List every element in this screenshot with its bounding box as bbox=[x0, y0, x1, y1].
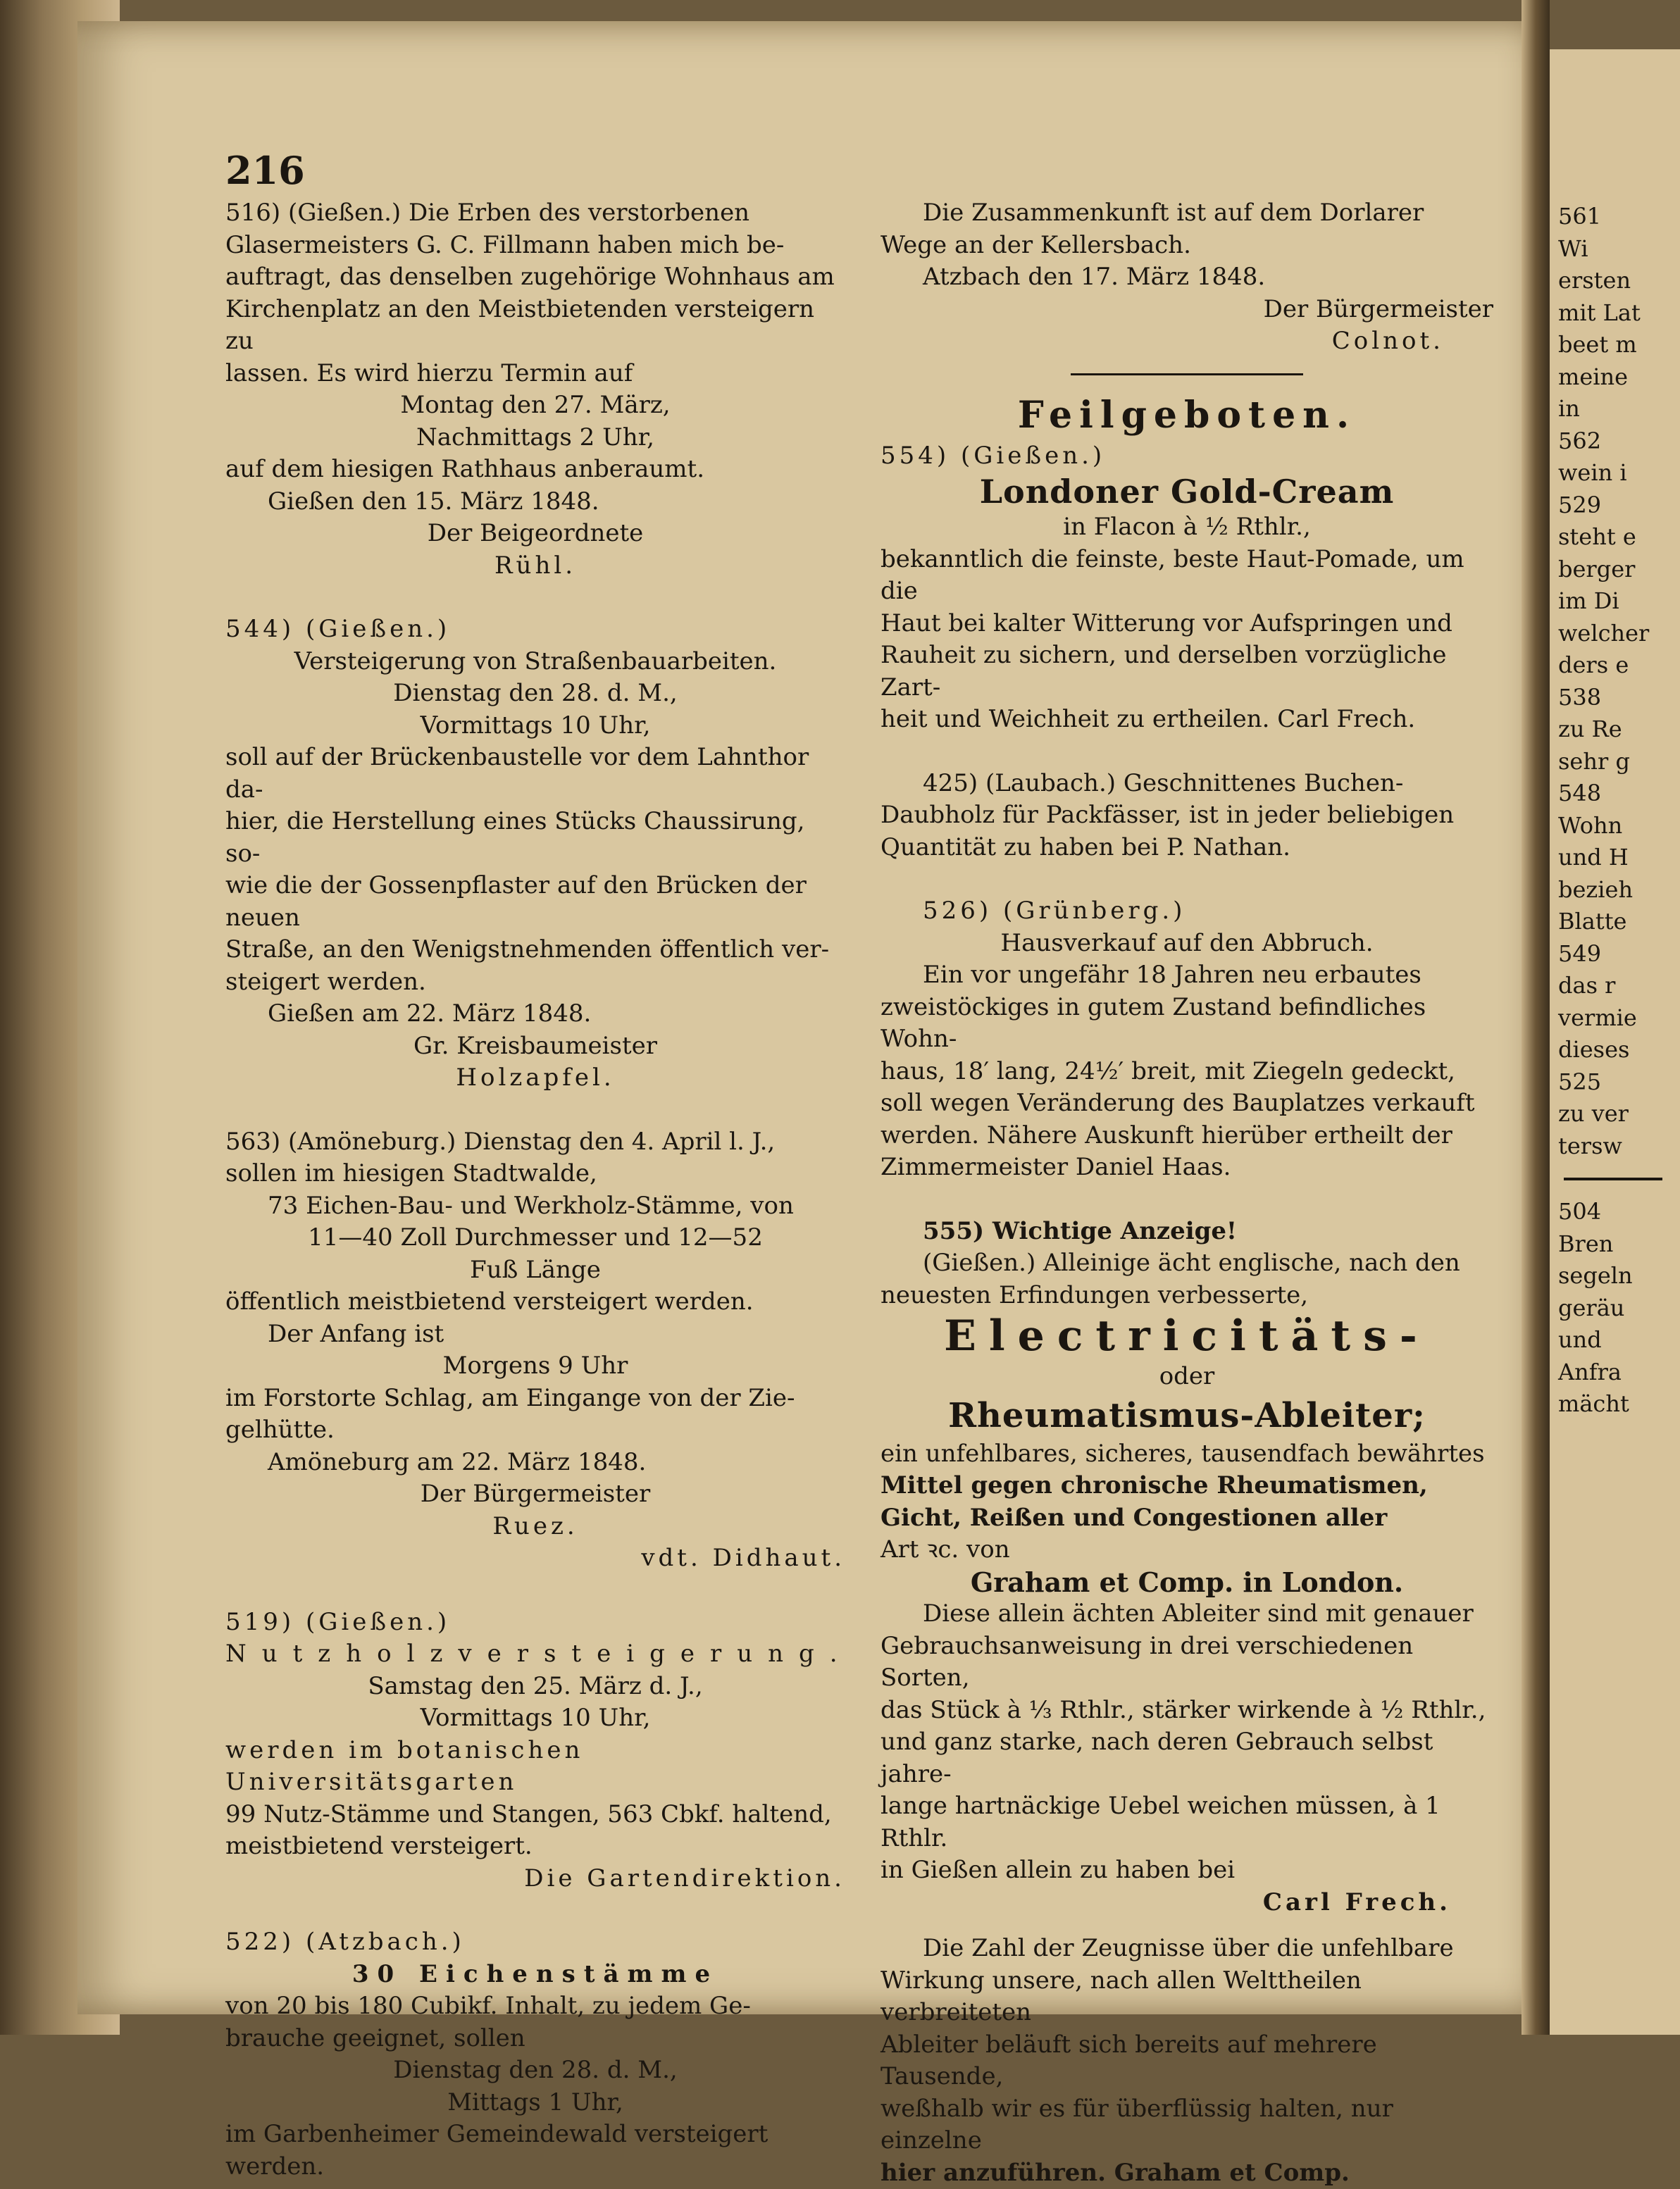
ad-544 bbox=[225, 613, 845, 1094]
text-fragment: Blatte bbox=[1550, 906, 1680, 938]
text-line: 425) (Laubach.) Geschnittenes Buchen- bbox=[881, 768, 1493, 800]
text-line: soll wegen Veränderung des Bauplatzes verkauft bbox=[881, 1087, 1493, 1120]
text-fragment: 525 bbox=[1550, 1066, 1680, 1099]
text-line: Ein vor ungefähr 18 Jahren neu erbautes bbox=[881, 959, 1493, 992]
text-line: und ganz starke, nach deren Gebrauch selbst jahre- bbox=[881, 1726, 1493, 1790]
text-line: Daubholz für Packfässer, ist in jeder beliebigen bbox=[881, 799, 1493, 832]
ad-header: 519) (Gießen.) bbox=[225, 1607, 845, 1639]
text-line: Quantität zu haben bei P. Nathan. bbox=[881, 832, 1493, 864]
text-line: 73 Eichen-Bau- und Werkholz-Stämme, von bbox=[225, 1190, 845, 1223]
text-fragment: 529 bbox=[1550, 489, 1680, 522]
text-line: hier anzuführen. Graham et Comp. bbox=[881, 2157, 1493, 2189]
text-fragment: und H bbox=[1550, 842, 1680, 874]
ad-554 bbox=[881, 440, 1493, 736]
ad-header: 554) (Gießen.) bbox=[881, 440, 1493, 473]
text-line: Ableiter beläuft sich bereits auf mehrere Tausende, bbox=[881, 2029, 1493, 2093]
ad-title: Londoner Gold-Cream bbox=[881, 472, 1493, 511]
text-fragment: welcher bbox=[1550, 618, 1680, 650]
next-page-fragment bbox=[1550, 49, 1680, 2035]
text-line: meistbietend versteigert. bbox=[225, 1831, 845, 1863]
text-line: 99 Nutz-Stämme und Stangen, 563 Cbkf. haltend, bbox=[225, 1799, 845, 1831]
text-line: im Garbenheimer Gemeindewald versteigert werden. bbox=[225, 2119, 845, 2183]
text-fragment: vermie bbox=[1550, 1002, 1680, 1035]
text-line: Mittags 1 Uhr, bbox=[225, 2087, 845, 2119]
text-line: bekanntlich die feinste, beste Haut-Pomade, um die bbox=[881, 544, 1493, 608]
text-line: ein unfehlbares, sicheres, tausendfach bewährtes bbox=[881, 1438, 1493, 1471]
text-fragment: das r bbox=[1550, 970, 1680, 1002]
text-fragment: 561 bbox=[1550, 201, 1680, 233]
text-line: Glasermeisters G. C. Fillmann haben mich be- bbox=[225, 230, 845, 262]
text-line: Samstag den 25. März d. J., bbox=[225, 1671, 845, 1703]
text-line: Der Beigeordnete bbox=[225, 518, 845, 550]
text-line: 516) (Gießen.) Die Erben des verstorbenen bbox=[225, 197, 845, 230]
text-line: 563) (Amöneburg.) Dienstag den 4. April l. J., bbox=[225, 1126, 845, 1159]
left-column bbox=[225, 197, 845, 2183]
text-line: Rauheit zu sichern, und derselben vorzügliche Zart- bbox=[881, 640, 1493, 704]
text-line: von 20 bis 180 Cubikf. Inhalt, zu jedem Ge- bbox=[225, 1990, 845, 2023]
text-line: gelhütte. bbox=[225, 1414, 845, 1447]
page-number: 216 bbox=[225, 148, 305, 193]
text-line: in Gießen allein zu haben bei bbox=[881, 1854, 1493, 1887]
ad-header: 526) (Grünberg.) bbox=[881, 895, 1493, 928]
signature: Carl Frech. bbox=[881, 1887, 1493, 1919]
ad-header: 522) (Atzbach.) bbox=[225, 1926, 845, 1959]
signature: Ruez. bbox=[225, 1511, 845, 1543]
text-line: oder bbox=[881, 1361, 1493, 1393]
text-line: im Forstorte Schlag, am Eingange von der Zie- bbox=[225, 1383, 845, 1415]
text-line: Zimmermeister Daniel Haas. bbox=[881, 1152, 1493, 1184]
text-fragment: Bren bbox=[1550, 1228, 1680, 1261]
signature: Holzapfel. bbox=[225, 1062, 845, 1094]
text-fragment: ersten bbox=[1550, 265, 1680, 297]
signature: Colnot. bbox=[881, 325, 1493, 358]
text-fragment: beet m bbox=[1550, 329, 1680, 361]
text-fragment: Wi bbox=[1550, 233, 1680, 266]
text-fragment: 562 bbox=[1550, 425, 1680, 458]
text-fragment: ders e bbox=[1550, 649, 1680, 682]
text-line: 11—40 Zoll Durchmesser und 12—52 bbox=[225, 1222, 845, 1254]
text-line: Mittel gegen chronische Rheumatismen, bbox=[881, 1470, 1493, 1502]
section-divider bbox=[1071, 373, 1303, 375]
text-line: Wirkung unsere, nach allen Welttheilen verbreiteten bbox=[881, 1965, 1493, 2029]
signature: vdt. Didhaut. bbox=[225, 1542, 845, 1575]
ad-522 bbox=[225, 1926, 845, 2183]
ad-519 bbox=[225, 1607, 845, 1895]
text-fragment: Wohn bbox=[1550, 810, 1680, 842]
text-line: werden. Nähere Auskunft hierüber ertheilt der bbox=[881, 1120, 1493, 1152]
text-line: weßhalb wir es für überflüssig halten, nur einzelne bbox=[881, 2093, 1493, 2157]
text-line: Der Anfang ist bbox=[225, 1318, 845, 1351]
text-line: neuesten Erfindungen verbesserte, bbox=[881, 1280, 1493, 1312]
text-fragment: berger bbox=[1550, 554, 1680, 586]
text-fragment: mit Lat bbox=[1550, 297, 1680, 330]
text-fragment: zu ver bbox=[1550, 1098, 1680, 1130]
text-line: Art ꝛc. von bbox=[881, 1534, 1493, 1566]
text-line: Wege an der Kellersbach. bbox=[881, 230, 1493, 262]
text-line: öffentlich meistbietend versteigert werden. bbox=[225, 1286, 845, 1318]
text-line: Diese allein ächten Ableiter sind mit genauer bbox=[881, 1598, 1493, 1630]
section-divider bbox=[1564, 1178, 1662, 1180]
ad-title: 30 Eichenstämme bbox=[225, 1959, 845, 1991]
text-line: in Flacon à ½ Rthlr., bbox=[881, 511, 1493, 544]
text-fragment: dieses bbox=[1550, 1034, 1680, 1066]
company-name: Graham et Comp. in London. bbox=[881, 1566, 1493, 1599]
text-line: Montag den 27. März, bbox=[225, 389, 845, 422]
text-line: Gießen am 22. März 1848. bbox=[225, 998, 845, 1030]
text-line: Gr. Kreisbaumeister bbox=[225, 1030, 845, 1063]
text-line: Dienstag den 28. d. M., bbox=[225, 2054, 845, 2087]
text-fragment: wein i bbox=[1550, 457, 1680, 489]
text-line: lange hartnäckige Uebel weichen müssen, à 1 Rthlr. bbox=[881, 1790, 1493, 1854]
text-line: soll auf der Brückenbaustelle vor dem Lahnthor da- bbox=[225, 742, 845, 806]
text-line: Haut bei kalter Witterung vor Aufspringen und bbox=[881, 608, 1493, 640]
text-line: Die Zusammenkunft ist auf dem Dorlarer bbox=[881, 197, 1493, 230]
text-line: Nachmittags 2 Uhr, bbox=[225, 422, 845, 454]
ad-title: Electricitäts- bbox=[881, 1311, 1493, 1361]
ad-526 bbox=[881, 895, 1493, 1184]
text-line: auf dem hiesigen Rathhaus anberaumt. bbox=[225, 454, 845, 486]
text-fragment: geräu bbox=[1550, 1292, 1680, 1325]
text-line: Vormittags 10 Uhr, bbox=[225, 710, 845, 742]
text-line: wie die der Gossenpflaster auf den Brücken der neuen bbox=[225, 870, 845, 934]
ad-title: Hausverkauf auf den Abbruch. bbox=[881, 928, 1493, 960]
text-line: Gicht, Reißen und Congestionen aller bbox=[881, 1502, 1493, 1535]
signature: Rühl. bbox=[225, 550, 845, 582]
text-line: Vormittags 10 Uhr, bbox=[225, 1702, 845, 1735]
text-line: Straße, an den Wenigstnehmenden öffentlich ver- bbox=[225, 934, 845, 966]
text-line: das Stück à ⅓ Rthlr., stärker wirkende à ½ Rthlr., bbox=[881, 1695, 1493, 1727]
text-line: Gebrauchsanweisung in drei verschiedenen Sorten, bbox=[881, 1630, 1493, 1695]
ad-subtitle: Rheumatismus-Ableiter; bbox=[881, 1393, 1493, 1438]
text-line: heit und Weichheit zu ertheilen. Carl Frech. bbox=[881, 704, 1493, 736]
text-line: Gießen den 15. März 1848. bbox=[225, 486, 845, 518]
text-fragment: bezieh bbox=[1550, 874, 1680, 906]
text-line: hier, die Herstellung eines Stücks Chaussirung, so- bbox=[225, 806, 845, 870]
text-fragment: segeln bbox=[1550, 1260, 1680, 1292]
text-line: (Gießen.) Alleinige ächt englische, nach den bbox=[881, 1247, 1493, 1280]
text-line: Die Zahl der Zeugnisse über die unfehlbare bbox=[881, 1933, 1493, 1965]
text-fragment: im Di bbox=[1550, 585, 1680, 618]
text-fragment: mächt bbox=[1550, 1388, 1680, 1421]
text-line: brauche geeignet, sollen bbox=[225, 2023, 845, 2055]
text-line: Der Bürgermeister bbox=[225, 1478, 845, 1511]
text-line: Morgens 9 Uhr bbox=[225, 1350, 845, 1383]
text-fragment: 538 bbox=[1550, 682, 1680, 714]
ad-continuation bbox=[881, 197, 1493, 358]
signature: Die Gartendirektion. bbox=[225, 1863, 845, 1895]
text-line: lassen. Es wird hierzu Termin auf bbox=[225, 358, 845, 390]
text-fragment: steht e bbox=[1550, 521, 1680, 554]
ad-425 bbox=[881, 768, 1493, 864]
ad-title: Versteigerung von Straßenbauarbeiten. bbox=[225, 646, 845, 678]
text-fragment: sehr g bbox=[1550, 746, 1680, 778]
ad-header: 555) Wichtige Anzeige! bbox=[881, 1216, 1493, 1248]
text-fragment: meine bbox=[1550, 361, 1680, 394]
book-gutter bbox=[1522, 0, 1550, 2035]
text-line: haus, 18′ lang, 24½′ breit, mit Ziegeln gedeckt, bbox=[881, 1056, 1493, 1088]
text-line: Dienstag den 28. d. M., bbox=[225, 678, 845, 710]
text-fragment: 548 bbox=[1550, 778, 1680, 810]
text-line: werden im botanischen Universitätsgarten bbox=[225, 1735, 845, 1799]
text-line: steigert werden. bbox=[225, 966, 845, 999]
ad-563 bbox=[225, 1126, 845, 1575]
text-fragment: 504 bbox=[1550, 1196, 1680, 1228]
text-fragment: Anfra bbox=[1550, 1357, 1680, 1389]
text-line: Der Bürgermeister bbox=[881, 294, 1493, 326]
text-line: Fuß Länge bbox=[225, 1254, 845, 1287]
text-fragment: 549 bbox=[1550, 938, 1680, 971]
text-fragment: in bbox=[1550, 393, 1680, 425]
ad-516 bbox=[225, 197, 845, 582]
text-fragment: tersw bbox=[1550, 1130, 1680, 1163]
text-line: sollen im hiesigen Stadtwalde, bbox=[225, 1158, 845, 1190]
section-heading: Feilgeboten. bbox=[881, 391, 1493, 440]
text-fragment: und bbox=[1550, 1324, 1680, 1357]
ad-555 bbox=[881, 1216, 1493, 2189]
text-line: Kirchenplatz an den Meistbietenden versteigern zu bbox=[225, 294, 845, 358]
middle-column bbox=[881, 197, 1493, 2189]
text-line: Amöneburg am 22. März 1848. bbox=[225, 1447, 845, 1479]
ad-header: 544) (Gießen.) bbox=[225, 613, 845, 646]
text-line: Atzbach den 17. März 1848. bbox=[881, 261, 1493, 294]
text-line: zweistöckiges in gutem Zustand befindliches Wohn- bbox=[881, 992, 1493, 1056]
text-line: auftragt, das denselben zugehörige Wohnhaus am bbox=[225, 261, 845, 294]
text-fragment: zu Re bbox=[1550, 713, 1680, 746]
ad-title: Nutzholzversteigerung. bbox=[225, 1638, 845, 1671]
